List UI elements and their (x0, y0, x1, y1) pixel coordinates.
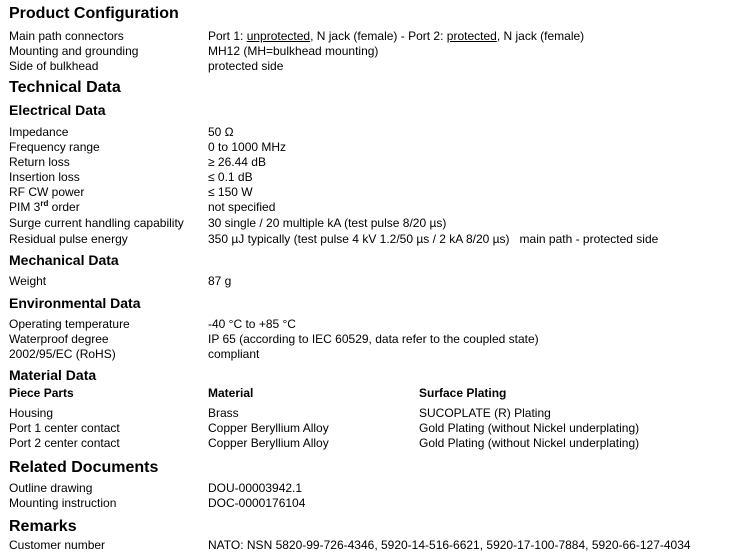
cell-surface-plating: Gold Plating (without Nickel underplating) (419, 436, 640, 450)
material-table-row (0, 421, 755, 436)
port1-rest: , N jack (female) - Port 2: (310, 29, 447, 43)
row-surge-current (0, 216, 755, 231)
row-rf-cw-power (0, 185, 755, 200)
label-customer-number: Customer number (9, 538, 106, 552)
value-customer-number: NATO: NSN 5820-99-726-4346, 5920-14-516-6621, 5920-17-100-7884, 5920-66-127-4034 (208, 538, 691, 552)
label-pim-a: PIM 3 (9, 200, 41, 214)
label-return-loss: Return loss (9, 155, 70, 169)
port1-state: unprotected (246, 29, 311, 43)
cell-material: Copper Beryllium Alloy (208, 421, 329, 435)
cell-piece-part: Port 1 center contact (9, 421, 120, 435)
subsection-title-environmental-data: Environmental Data (9, 295, 141, 311)
row-customer-number (0, 538, 755, 553)
subsection-title-mechanical-data: Mechanical Data (9, 252, 119, 268)
label-mounting-instruction: Mounting instruction (9, 496, 117, 510)
row-main-path-connectors (0, 29, 755, 44)
value-waterproof-degree: IP 65 (according to IEC 60529, data refer to the coupled state) (208, 332, 539, 346)
value-surge-current: 30 single / 20 multiple kA (test pulse 8/20 µs) (208, 216, 447, 230)
label-operating-temperature: Operating temperature (9, 317, 130, 331)
cell-piece-part: Port 2 center contact (9, 436, 120, 450)
cell-material: Copper Beryllium Alloy (208, 436, 329, 450)
row-impedance (0, 125, 755, 140)
value-outline-drawing: DOU-00003942.1 (208, 481, 303, 495)
port2-state: protected (446, 29, 497, 43)
section-title-related-documents: Related Documents (9, 459, 159, 476)
label-side-of-bulkhead: Side of bulkhead (9, 59, 99, 73)
label-main-path-connectors: Main path connectors (9, 29, 124, 43)
cell-piece-part: Housing (9, 406, 54, 420)
header-surface-plating: Surface Plating (419, 386, 507, 400)
value-mounting: MH12 (MH=bulkhead mounting) (208, 44, 379, 58)
label-mounting: Mounting and grounding (9, 44, 139, 58)
section-title-remarks: Remarks (9, 518, 77, 535)
value-return-loss: ≥ 26.44 dB (208, 155, 266, 169)
section-title-technical-data: Technical Data (9, 79, 121, 96)
row-side-of-bulkhead (0, 59, 755, 74)
subsection-title-electrical-data: Electrical Data (9, 102, 106, 118)
value-frequency-range: 0 to 1000 MHz (208, 140, 287, 154)
label-insertion-loss: Insertion loss (9, 170, 80, 184)
header-piece-parts: Piece Parts (9, 386, 74, 400)
label-rohs: 2002/95/EC (RoHS) (9, 347, 116, 361)
row-pim (0, 200, 755, 215)
section-title-product-configuration: Product Configuration (9, 5, 179, 22)
port1-prefix: Port 1: (208, 29, 247, 43)
row-operating-temperature (0, 317, 755, 332)
value-insertion-loss: ≤ 0.1 dB (208, 170, 253, 184)
label-outline-drawing: Outline drawing (9, 481, 93, 495)
cell-material: Brass (208, 406, 239, 420)
row-insertion-loss (0, 170, 755, 185)
value-mounting-instruction: DOC-0000176104 (208, 496, 306, 510)
value-residual-pulse-energy: 350 µJ typically (test pulse 4 kV 1.2/50 µs / 2 kA 8/20 µs) main path - protected side (208, 232, 659, 246)
value-operating-temperature: -40 °C to +85 °C (208, 317, 296, 331)
label-pim (9, 200, 80, 215)
label-surge-current: Surge current handling capability (9, 216, 184, 230)
label-pim-superscript: rd (40, 199, 49, 208)
value-impedance: 50 Ω (208, 125, 234, 139)
row-rohs (0, 347, 755, 362)
row-outline-drawing (0, 481, 755, 496)
value-weight: 87 g (208, 274, 232, 288)
row-mounting-instruction (0, 496, 755, 511)
value-side-of-bulkhead: protected side (208, 59, 284, 73)
row-waterproof-degree (0, 332, 755, 347)
material-table-row (0, 406, 755, 421)
label-frequency-range: Frequency range (9, 140, 100, 154)
label-waterproof-degree: Waterproof degree (9, 332, 109, 346)
label-impedance: Impedance (9, 125, 69, 139)
label-rf-cw-power: RF CW power (9, 185, 85, 199)
row-residual-pulse-energy (0, 232, 755, 247)
label-residual-pulse-energy: Residual pulse energy (9, 232, 128, 246)
row-mounting (0, 44, 755, 59)
value-main-path-connectors (208, 29, 584, 44)
label-pim-b: order (48, 200, 80, 214)
value-rohs: compliant (208, 347, 260, 361)
cell-surface-plating: SUCOPLATE (R) Plating (419, 406, 551, 420)
value-rf-cw-power: ≤ 150 W (208, 185, 253, 199)
material-table-row (0, 436, 755, 451)
header-material: Material (208, 386, 254, 400)
value-pim: not specified (208, 200, 276, 214)
cell-surface-plating: Gold Plating (without Nickel underplating) (419, 421, 640, 435)
label-weight: Weight (9, 274, 47, 288)
row-return-loss (0, 155, 755, 170)
row-weight (0, 274, 755, 289)
port2-rest: , N jack (female) (496, 29, 585, 43)
subsection-title-material-data: Material Data (9, 367, 97, 383)
row-frequency-range (0, 140, 755, 155)
material-table-header (0, 386, 755, 401)
